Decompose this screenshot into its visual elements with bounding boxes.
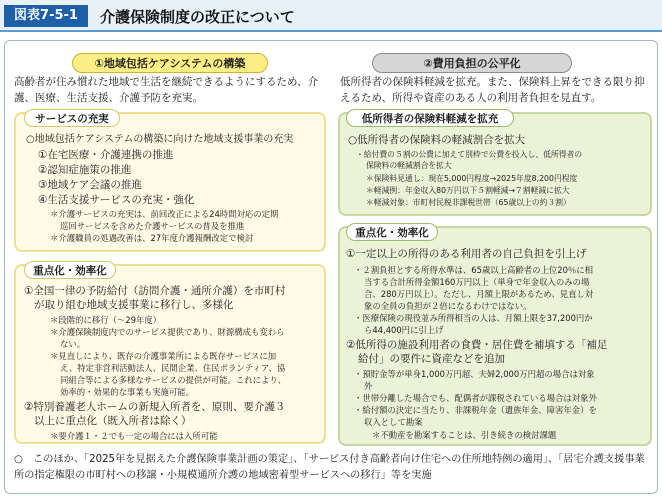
self-pay-line-2: 当する合計所得金額160万円以上（単身で年金収入のみの場 — [364, 277, 590, 287]
supplementary-line-1: ・預貯金等が単身1,000万円超、夫婦2,000万円超の場合は対象 — [354, 369, 595, 379]
premium-reduction-heading: ○低所得者の保険料の軽減割合を拡大 — [348, 134, 526, 146]
self-pay-increase-heading: ①一定以上の所得のある利用者の自己負担を引上げ — [346, 248, 587, 260]
supplementary-line-2: 外 — [364, 381, 373, 391]
community-care-pill: ①地域包括ケアシステムの構築 — [72, 53, 268, 73]
left-priority-note-6: 同組合等による多様なサービスの提供が可能。これにより、 — [60, 375, 287, 385]
service-item-1: ①在宅医療・介護連携の推進 — [38, 149, 174, 161]
premium-outlook: ＊保険料見通し：現在5,000円程度→2025年度8,200円程度 — [366, 174, 578, 183]
service-note-3: ＊介護職員の処遇改善は、27年度介護報酬改定で検討 — [50, 233, 254, 243]
premium-reduction-line-2: 保険料の軽減割合を拡大 — [366, 161, 452, 170]
reduction-example: ＊軽減例：年金収入80万円以下５割軽減→７割軽減に拡大 — [366, 186, 570, 195]
supplementary-line-4: ・給付額の決定に当たり、非課税年金（遺族年金、障害年金）を — [354, 405, 597, 415]
supplementary-line-6: ＊不動産を勘案することは、引き続きの検討課題 — [372, 430, 557, 440]
service-enhancement-tag: サービスの充実 — [24, 109, 120, 127]
supplementary-line-5: 収入として勘案 — [364, 417, 423, 427]
service-heading: ○地域包括ケアシステムの構築に向けた地域支援事業の充実 — [26, 134, 294, 145]
fair-cost-intro: 低所得者の保険料軽減を拡充。また、保険料上昇をできる限り抑えるため、所得や資産のある人の利用者負担を見直す。 — [340, 76, 645, 104]
figure-number: 図表7-5-1 — [4, 5, 88, 27]
footer-note: ○ このほか、「2025年を見据えた介護保険事業計画の策定」、「サービス付き高齢者向け住宅への住所地特例の適用」、「居宅介護支援事業所の指定権限の市町村への移譲・小規模通所介護の地域密着型サービスへの移行」等を実施 — [14, 454, 645, 481]
service-item-4: ④生活支援サービスの充実・強化 — [38, 194, 195, 206]
supplementary-line-3: ・世帯分離した場合でも、配偶者が課税されている場合は対象外 — [354, 393, 597, 403]
service-item-3: ③地域ケア会議の推進 — [38, 179, 142, 191]
left-priority-item2-line2: 以上に重点化（既入所者は除く） — [34, 415, 192, 427]
figure-header — [0, 0, 662, 32]
left-priority-note-3: ない。 — [60, 339, 86, 349]
left-priority-item1-line2: が取り組む地域支援事業に移行し、多様化 — [34, 299, 234, 311]
self-pay-line-3: 合、280万円以上）。ただし、月額上限があるため、見直し対 — [364, 289, 594, 299]
left-priority-note-5: え、特定非営利活動法人、民間企業、住民ボランティア、協 — [60, 363, 286, 373]
service-note-2: 巡回サービスを含めた介護サービスの普及を推進 — [60, 221, 245, 231]
premium-reduction-line-1: ・給付費の５割の公費に加えて別枠で公費を投入し、低所得者の — [356, 150, 583, 159]
self-pay-line-5: ・医療保険の現役並み所得相当の人は、月額上限を37,200円か — [354, 313, 593, 323]
service-note-1: ＊介護サービスの充実は、前回改正による24時間対応の定期 — [50, 209, 279, 219]
supplementary-benefit-heading-1: ②低所得の施設利用者の食費・居住費を補填する「補足 — [346, 339, 608, 351]
left-priority-note-7: 効率的・効果的な事業も実施可能。 — [60, 387, 194, 397]
reduction-target: ＊軽減対象：市町村民税非課税世帯（65歳以上の約３割） — [366, 198, 571, 207]
premium-reduction-tag: 低所得者の保険料軽減を拡充 — [346, 109, 514, 127]
service-item-2: ②認知症施策の推進 — [38, 164, 132, 176]
left-priority-item1-line1: ①全国一律の予防給付（訪問介護・通所介護）を市町村 — [24, 285, 286, 297]
fair-cost-pill: ②費用負担の公平化 — [372, 53, 572, 73]
self-pay-line-1: ・２割負担とする所得水準は、65歳以上高齢者の上位20％に相 — [354, 265, 594, 275]
community-care-intro: 高齢者が住み慣れた地域で生活を継続できるようにするため、介護、医療、生活支援、介護予防を充実。 — [14, 76, 319, 104]
left-priority-tag: 重点化・効率化 — [24, 261, 116, 279]
left-priority-note-2: ＊介護保険制度内でのサービス提供であり、財源構成も変わら — [50, 327, 285, 337]
left-priority-note-4: ＊見直しにより、既存の介護事業所による既存サービスに加 — [50, 351, 277, 361]
page-title: 介護保険制度の改正について — [100, 8, 295, 26]
supplementary-benefit-heading-2: 給付」の要件に資産などを追加 — [358, 353, 505, 365]
left-priority-item2-note: ＊要介護１・２でも一定の場合には入所可能 — [50, 431, 218, 441]
self-pay-line-6: ら44,400円に引上げ — [364, 325, 444, 335]
left-priority-item2-line1: ②特別養護老人ホームの新規入所者を、原則、要介護３ — [24, 401, 286, 413]
right-priority-tag: 重点化・効率化 — [346, 223, 438, 241]
left-priority-note-1: ＊段階的に移行（～29年度） — [50, 315, 162, 325]
self-pay-line-4: 象の全員の負担が２倍になるわけではない。 — [364, 301, 532, 311]
